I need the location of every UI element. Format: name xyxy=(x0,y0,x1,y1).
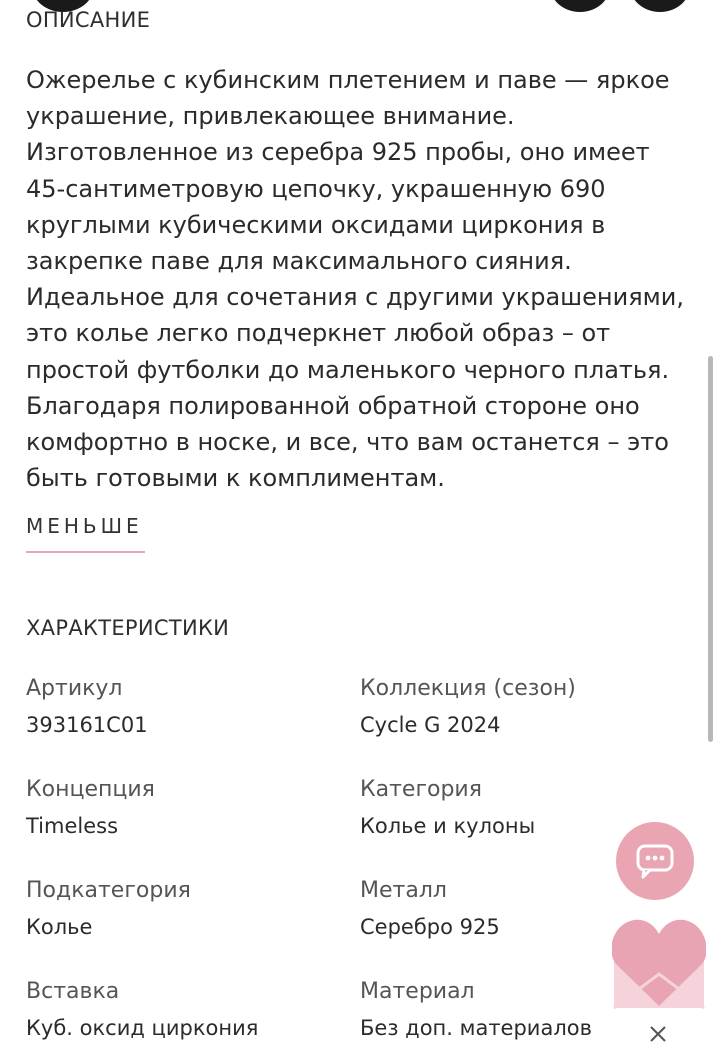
spec-label-collection: Коллекция (сезон) xyxy=(360,676,576,701)
scrollbar[interactable] xyxy=(708,356,713,742)
top-button-partial[interactable] xyxy=(550,0,610,12)
spec-value-metal: Серебро 925 xyxy=(360,915,500,939)
spec-value-material: Без доп. материалов xyxy=(360,1016,592,1040)
description-heading: ОПИСАНИЕ xyxy=(26,8,151,32)
spec-label-metal: Металл xyxy=(360,878,447,903)
spec-value-insert: Куб. оксид циркония xyxy=(26,1016,259,1040)
chat-bubble-icon xyxy=(635,843,675,879)
spec-value-article: 393161C01 xyxy=(26,713,148,737)
spec-label-subcategory: Подкатегория xyxy=(26,878,191,903)
spec-value-concept: Timeless xyxy=(26,814,119,838)
spec-value-category: Колье и кулоны xyxy=(360,814,536,838)
description-text: Ожерелье с кубинским плетением и паве — яркое украшение, привлекающее внимание. Изготовленное из серебра 925 пробы, оно имеет 45-сантиметровую цепочку, украшенную 690 круглыми кубическими оксидами циркония в закрепке паве для максимального сияния. Идеальное для сочетания с другими украшениями, это колье легко подчеркнет любой образ – от простой футболки до маленького черного платья. Благодаря полированной обратной стороне оно комфортно в носке, и все, что вам останется – это быть готовыми к комплиментам. xyxy=(26,66,684,493)
spec-value-subcategory: Колье xyxy=(26,915,93,939)
specs-heading: ХАРАКТЕРИСТИКИ xyxy=(26,616,230,640)
spec-label-category: Категория xyxy=(360,777,482,802)
show-less-link[interactable]: МЕНЬШЕ xyxy=(26,514,143,538)
wishlist-widget[interactable] xyxy=(612,914,706,1010)
spec-label-insert: Вставка xyxy=(26,979,120,1004)
top-button-partial[interactable] xyxy=(630,0,690,12)
show-less-underline xyxy=(26,551,145,553)
spec-label-article: Артикул xyxy=(26,676,123,701)
spec-label-concept: Концепция xyxy=(26,777,155,802)
close-icon[interactable] xyxy=(648,1024,668,1044)
heart-envelope-icon xyxy=(612,914,706,1010)
spec-value-collection: Cycle G 2024 xyxy=(360,713,501,737)
chat-button[interactable] xyxy=(616,822,694,900)
spec-label-material: Материал xyxy=(360,979,475,1004)
